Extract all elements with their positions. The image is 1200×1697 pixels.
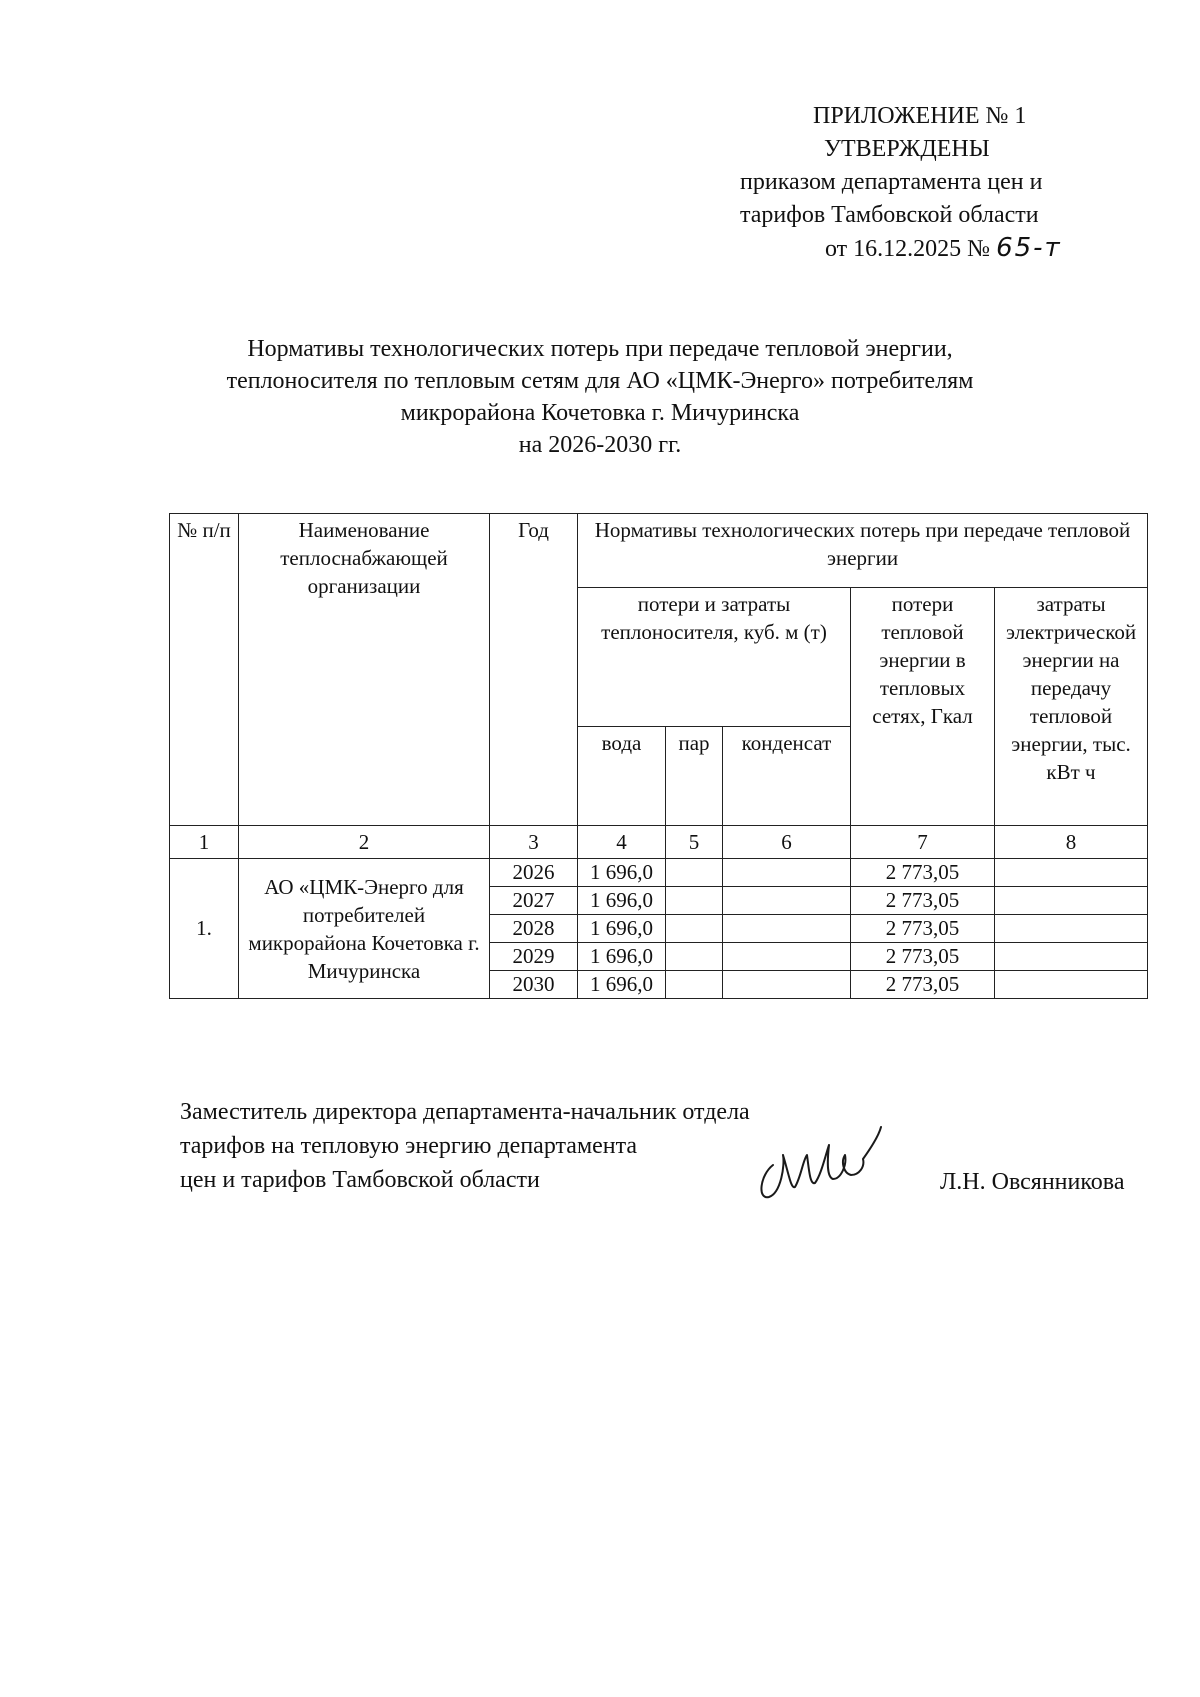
condensate-cell <box>723 915 851 943</box>
heat-loss-cell: 2 773,05 <box>851 887 995 915</box>
table-row <box>170 859 1148 887</box>
header-electric: затраты электрической энергии на передачу тепловой энергии, тыс. кВт ч <box>995 588 1148 826</box>
title-line-2: теплоносителя по тепловым сетям для АО «ЦМК-Энерго» потребителям <box>226 368 974 394</box>
condensate-cell <box>723 887 851 915</box>
organization-name: АО «ЦМК-Энерго для потребителей микрорайона Кочетовка г. Мичуринска <box>239 859 490 999</box>
column-index: 1 <box>170 826 239 859</box>
row-number: 1. <box>170 859 239 999</box>
condensate-cell <box>723 859 851 887</box>
year-cell: 2027 <box>490 887 578 915</box>
signatory-position-line-1: Заместитель директора департамента-начальник отдела <box>180 1099 750 1125</box>
title-line-1: Нормативы технологических потерь при передаче тепловой энергии, <box>247 336 953 362</box>
signatory-position-line-2: тарифов на тепловую энергию департамента <box>180 1133 638 1159</box>
steam-cell <box>666 943 723 971</box>
column-index: 5 <box>666 826 723 859</box>
column-index-row <box>170 826 1148 859</box>
water-cell: 1 696,0 <box>578 943 666 971</box>
document-title <box>140 333 1060 461</box>
header-heat-loss: потери тепловой энергии в тепловых сетях, Гкал <box>851 588 995 826</box>
heat-loss-cell: 2 773,05 <box>851 971 995 999</box>
steam-cell <box>666 971 723 999</box>
column-index: 7 <box>851 826 995 859</box>
condensate-cell <box>723 971 851 999</box>
column-index: 8 <box>995 826 1148 859</box>
header-row-1 <box>170 514 1148 588</box>
header-num: № п/п <box>170 514 239 826</box>
steam-cell <box>666 859 723 887</box>
year-cell: 2029 <box>490 943 578 971</box>
heat-loss-cell: 2 773,05 <box>851 915 995 943</box>
header-water: вода <box>578 727 666 826</box>
title-line-4: на 2026-2030 гг. <box>518 432 682 458</box>
steam-cell <box>666 915 723 943</box>
year-cell: 2028 <box>490 915 578 943</box>
handwritten-signature <box>755 1115 885 1205</box>
column-index: 3 <box>490 826 578 859</box>
heat-loss-cell: 2 773,05 <box>851 859 995 887</box>
appendix-label: ПРИЛОЖЕНИЕ № 1 <box>813 103 1027 129</box>
signatory-name: Л.Н. Овсянникова <box>940 1169 1125 1195</box>
order-line-1: приказом департамента цен и <box>740 169 1043 195</box>
header-norms: Нормативы технологических потерь при передаче тепловой энергии <box>578 514 1148 588</box>
heat-loss-cell: 2 773,05 <box>851 943 995 971</box>
approval-block <box>700 100 1140 266</box>
water-cell: 1 696,0 <box>578 971 666 999</box>
steam-cell <box>666 887 723 915</box>
year-cell: 2030 <box>490 971 578 999</box>
order-line-2: тарифов Тамбовской области <box>740 202 1039 228</box>
column-index: 2 <box>239 826 490 859</box>
electric-cell <box>995 859 1148 887</box>
year-cell: 2026 <box>490 859 578 887</box>
approved-label: УТВЕРЖДЕНЫ <box>824 136 990 162</box>
header-steam: пар <box>666 727 723 826</box>
column-index: 4 <box>578 826 666 859</box>
electric-cell <box>995 887 1148 915</box>
order-date: от 16.12.2025 № <box>825 236 991 262</box>
electric-cell <box>995 915 1148 943</box>
order-number: 65-т <box>996 233 1062 263</box>
water-cell: 1 696,0 <box>578 915 666 943</box>
order-date-line <box>700 232 1140 266</box>
title-line-3: микрорайона Кочетовка г. Мичуринска <box>400 400 800 426</box>
column-index: 6 <box>723 826 851 859</box>
water-cell: 1 696,0 <box>578 887 666 915</box>
electric-cell <box>995 971 1148 999</box>
electric-cell <box>995 943 1148 971</box>
condensate-cell <box>723 943 851 971</box>
norms-table <box>169 513 1148 999</box>
header-organization: Наименование теплоснабжающей организации <box>239 514 490 826</box>
header-condensate: конденсат <box>723 727 851 826</box>
signatory-position-line-3: цен и тарифов Тамбовской области <box>180 1167 540 1193</box>
header-year: Год <box>490 514 578 826</box>
header-carrier: потери и затраты теплоносителя, куб. м (т) <box>578 588 851 727</box>
water-cell: 1 696,0 <box>578 859 666 887</box>
signature-block <box>180 1095 1160 1197</box>
